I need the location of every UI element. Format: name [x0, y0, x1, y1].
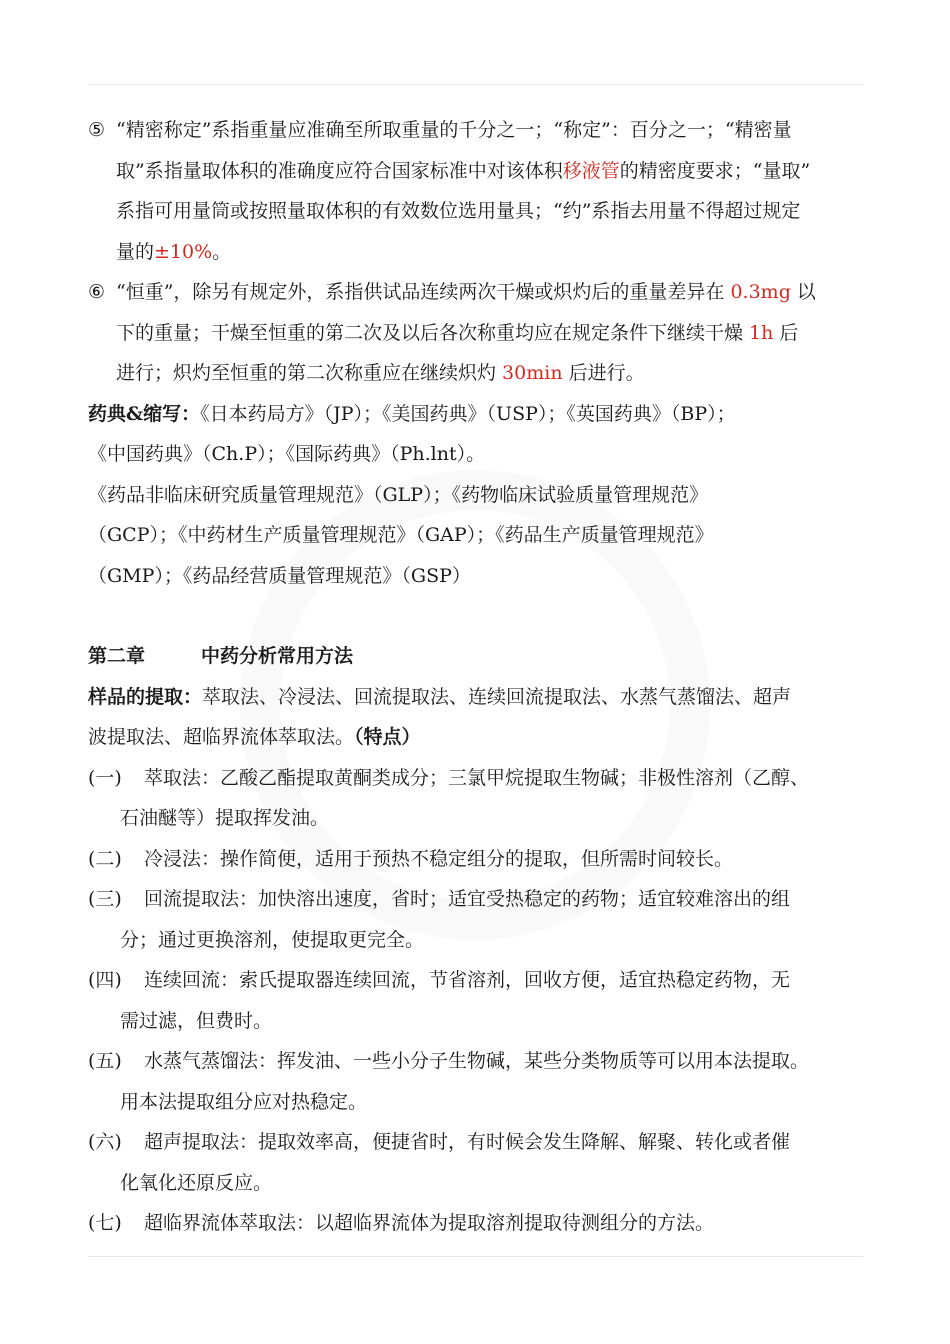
chapter-number: 第二章 [88, 645, 146, 667]
item-6-line-2: 下的重量；干燥至恒重的第二次及以后各次称重均应在规定条件下继续干燥 1h 后 [116, 321, 799, 344]
extraction-line-1: 样品的提取：萃取法、冷浸法、回流提取法、连续回流提取法、水蒸气蒸馏法、超声 [88, 685, 792, 708]
weight-diff-highlight: 0.3mg [730, 281, 791, 303]
method-item: (七) 超临界流体萃取法：以超临界流体为提取溶剂提取待测组分的方法。 [88, 1212, 715, 1234]
methods-list [88, 758, 863, 1244]
pipette-highlight: 移液管 [562, 159, 620, 182]
top-rule [88, 84, 863, 85]
page-content [88, 110, 863, 1244]
abbreviations-line-3: 《药品非临床研究质量管理规范》（GLP）；《药物临床试验质量管理规范》 [88, 483, 709, 506]
abbreviations-line-2: 《中国药典》（Ch.P）；《国际药典》（Ph.lnt）。 [88, 443, 486, 465]
item-5-line-3: 系指可用量筒或按照量取体积的有效数位选用量具；“约”系指去用量不得超过规定 [116, 200, 801, 222]
ignite-time-highlight: 30min [502, 362, 563, 384]
tolerance-highlight: ±10% [154, 240, 213, 263]
item-5-line-4: 量的±10%。 [116, 240, 232, 263]
item-6-marker: ⑥ [88, 281, 106, 303]
method-item-continuation: 分；通过更换溶剂，使提取更完全。 [120, 928, 425, 951]
method-item-continuation: 化氧化还原反应。 [120, 1171, 273, 1194]
extraction-label: 样品的提取： [88, 685, 203, 708]
item-6-line-3: 进行；炽灼至恒重的第二次称重应在继续炽灼 30min 后进行。 [116, 362, 645, 384]
item-5 [88, 110, 863, 151]
abbreviations-line-4: （GCP）；《中药材生产质量管理规范》（GAP）；《药品生产质量管理规范》 [88, 524, 714, 546]
item-6 [88, 272, 863, 313]
method-item: (四) 连续回流：索氏提取器连续回流，节省溶剂，回收方便，适宜热稳定药物，无 [88, 969, 791, 991]
abbreviations-label: 药典&缩写： [88, 402, 201, 425]
dry-time-highlight: 1h [749, 321, 774, 344]
item-5-line-2: 取”系指量取体积的准确度应符合国家标准中对该体积移液管的精密度要求；“量取” [116, 159, 811, 182]
abbreviations-line-5: （GMP）；《药品经营质量管理规范》（GSP） [88, 564, 471, 587]
method-item-continuation: 石油醚等）提取挥发油。 [120, 807, 330, 829]
method-item: (五) 水蒸气蒸馏法：挥发油、一些小分子生物碱，某些分类物质等可以用本法提取。 [88, 1050, 810, 1072]
item-6-line-1: “恒重”，除另有规定外，系指供试品连续两次干燥或炽灼后的重量差异在 0.3mg 以 [116, 281, 816, 303]
method-item-continuation: 需过滤，但费时。 [120, 1009, 273, 1032]
extraction-line-2: 波提取法、超临界流体萃取法。（特点） [88, 726, 421, 748]
chapter-title: 中药分析常用方法 [201, 645, 354, 667]
item-5-line-1: “精密称定”系指重量应准确至所取重量的千分之一；“称定”：百分之一；“精密量 [116, 119, 792, 141]
method-item-continuation: 用本法提取组分应对热稳定。 [120, 1090, 368, 1113]
spacer [88, 596, 863, 636]
method-item: (二) 冷浸法：操作简便，适用于预热不稳定组分的提取，但所需时间较长。 [88, 847, 734, 870]
method-item: (一) 萃取法：乙酸乙酯提取黄酮类成分；三氯甲烷提取生物碱；非极性溶剂（乙醇、 [88, 766, 810, 789]
chapter-heading [88, 636, 863, 677]
features-label: （特点） [354, 726, 421, 748]
bottom-rule [88, 1256, 863, 1257]
method-item: (三) 回流提取法：加快溶出速度，省时；适宜受热稳定的药物；适宜较难溶出的组 [88, 888, 791, 910]
item-5-marker: ⑤ [88, 119, 106, 141]
method-item: (六) 超声提取法：提取效率高，便捷省时，有时候会发生降解、解聚、转化或者催 [88, 1131, 791, 1153]
abbreviations-line-1: 药典&缩写：《日本药局方》（JP）；《美国药典》（USP）；《英国药典》（BP）； [88, 402, 736, 425]
